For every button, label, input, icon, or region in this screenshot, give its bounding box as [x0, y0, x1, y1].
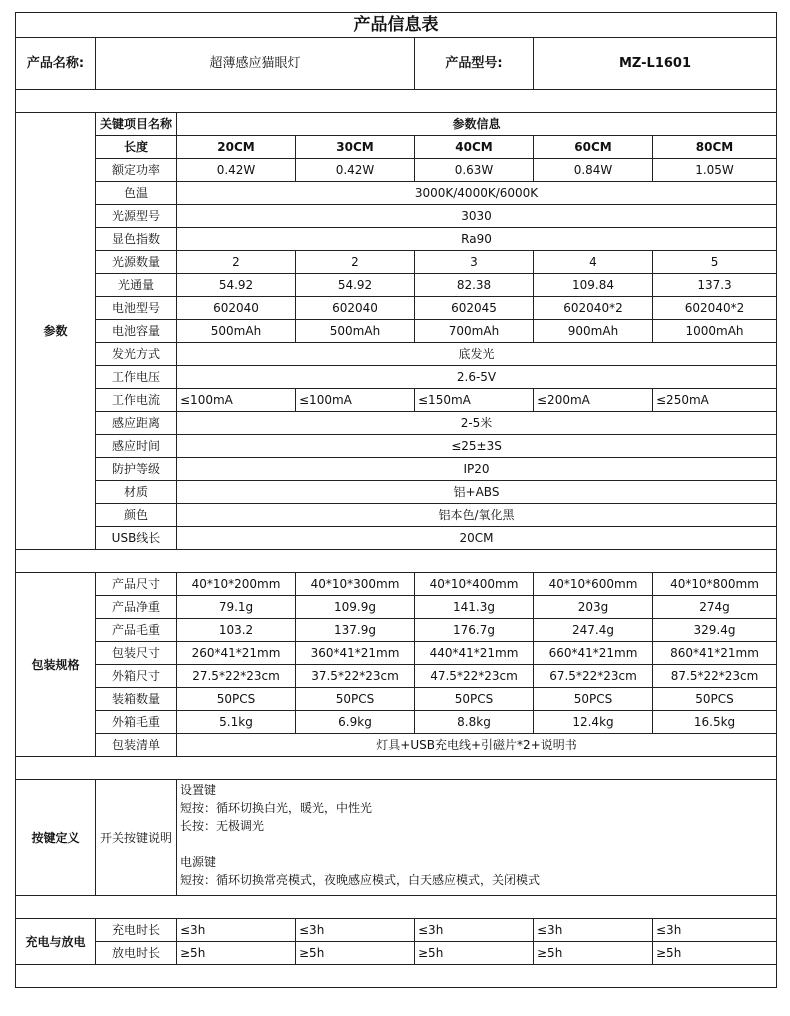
param-value: 900mAh: [534, 320, 653, 343]
packaging-value: 274g: [653, 596, 777, 619]
param-row: [16, 389, 777, 412]
packaging-value: 660*41*21mm: [534, 642, 653, 665]
param-value: 500mAh: [296, 320, 415, 343]
param-value: 2: [296, 251, 415, 274]
param-row: [16, 366, 777, 389]
param-value: 700mAh: [415, 320, 534, 343]
charging-value: ≤3h: [415, 919, 534, 942]
packaging-value: 5.1kg: [177, 711, 296, 734]
packaging-value: 8.8kg: [415, 711, 534, 734]
length-value: 40CM: [415, 136, 534, 159]
packaging-value: 16.5kg: [653, 711, 777, 734]
param-row: [16, 320, 777, 343]
charging-value: ≥5h: [177, 942, 296, 965]
packaging-value: 27.5*22*23cm: [177, 665, 296, 688]
packaging-value: 860*41*21mm: [653, 642, 777, 665]
param-value: 137.3: [653, 274, 777, 297]
param-value: ≤200mA: [534, 389, 653, 412]
packaging-label: 产品尺寸: [96, 573, 177, 596]
param-value: ≤25±3S: [177, 435, 777, 458]
packaging-value: 137.9g: [296, 619, 415, 642]
param-value: 0.42W: [296, 159, 415, 182]
param-label: 电池型号: [96, 297, 177, 320]
buttons-row: [16, 780, 777, 896]
param-row: [16, 527, 777, 550]
param-label: USB线长: [96, 527, 177, 550]
param-value: 3000K/4000K/6000K: [177, 182, 777, 205]
charging-row: [16, 942, 777, 965]
length-value: 80CM: [653, 136, 777, 159]
packaging-value: 79.1g: [177, 596, 296, 619]
packaging-value: 260*41*21mm: [177, 642, 296, 665]
product-info-table: [15, 12, 777, 988]
charging-label: 放电时长: [96, 942, 177, 965]
param-value: IP20: [177, 458, 777, 481]
packaging-value: 40*10*400mm: [415, 573, 534, 596]
param-value: 2: [177, 251, 296, 274]
charging-value: ≤3h: [534, 919, 653, 942]
packaging-row: [16, 734, 777, 757]
packaging-value: 6.9kg: [296, 711, 415, 734]
packaging-value: 50PCS: [415, 688, 534, 711]
charging-value: ≥5h: [415, 942, 534, 965]
param-label: 发光方式: [96, 343, 177, 366]
packaging-label: 外箱毛重: [96, 711, 177, 734]
packaging-value: 50PCS: [653, 688, 777, 711]
param-value: ≤100mA: [177, 389, 296, 412]
packaging-value: 12.4kg: [534, 711, 653, 734]
param-value: 3: [415, 251, 534, 274]
charging-value: ≤3h: [177, 919, 296, 942]
packaging-value: 37.5*22*23cm: [296, 665, 415, 688]
packaging-value: 176.7g: [415, 619, 534, 642]
param-value: 0.84W: [534, 159, 653, 182]
param-row: [16, 159, 777, 182]
param-label: 防护等级: [96, 458, 177, 481]
packaging-value: 109.9g: [296, 596, 415, 619]
length-value: 20CM: [177, 136, 296, 159]
spacer-row: [16, 90, 777, 113]
spacer-row: [16, 550, 777, 573]
param-value: 20CM: [177, 527, 777, 550]
param-value: 82.38: [415, 274, 534, 297]
packaging-value: 50PCS: [296, 688, 415, 711]
packaging-value: 67.5*22*23cm: [534, 665, 653, 688]
packaging-value: 50PCS: [534, 688, 653, 711]
param-value: 铝+ABS: [177, 481, 777, 504]
param-value: ≤150mA: [415, 389, 534, 412]
charging-row: [16, 919, 777, 942]
param-label: 电池容量: [96, 320, 177, 343]
param-label: 光通量: [96, 274, 177, 297]
param-row: [16, 251, 777, 274]
button-description-label: 开关按键说明: [96, 780, 177, 896]
param-value: 602040*2: [653, 297, 777, 320]
param-value: 1000mAh: [653, 320, 777, 343]
packaging-row: [16, 596, 777, 619]
packaging-label: 包装尺寸: [96, 642, 177, 665]
param-value: 0.63W: [415, 159, 534, 182]
param-value: 109.84: [534, 274, 653, 297]
product-name-label: 产品名称:: [16, 38, 96, 90]
spacer-row: [16, 757, 777, 780]
param-row: [16, 458, 777, 481]
param-label: 工作电压: [96, 366, 177, 389]
packaging-value: 360*41*21mm: [296, 642, 415, 665]
packaging-row: [16, 711, 777, 734]
param-row: [16, 228, 777, 251]
packaging-value: 50PCS: [177, 688, 296, 711]
packaging-value: 87.5*22*23cm: [653, 665, 777, 688]
packaging-label: 装箱数量: [96, 688, 177, 711]
param-label: 颜色: [96, 504, 177, 527]
param-value: 54.92: [177, 274, 296, 297]
param-value: 602045: [415, 297, 534, 320]
blank-cell: [16, 965, 777, 988]
buttons-section-label: 按键定义: [16, 780, 96, 896]
packaging-value: 329.4g: [653, 619, 777, 642]
param-value: ≤100mA: [296, 389, 415, 412]
param-row: [16, 297, 777, 320]
packaging-label: 产品毛重: [96, 619, 177, 642]
param-label: 光源型号: [96, 205, 177, 228]
param-row: [16, 205, 777, 228]
key-item-header: 关键项目名称: [96, 113, 177, 136]
packaging-section-label: 包装规格: [16, 573, 96, 757]
charging-label: 充电时长: [96, 919, 177, 942]
packaging-value: 40*10*600mm: [534, 573, 653, 596]
charging-value: ≤3h: [653, 919, 777, 942]
blank-cell: [16, 757, 777, 780]
blank-cell: [16, 896, 777, 919]
charging-value: ≥5h: [653, 942, 777, 965]
packaging-row: [16, 642, 777, 665]
param-value: 底发光: [177, 343, 777, 366]
param-row: [16, 412, 777, 435]
param-value: 602040: [177, 297, 296, 320]
product-model: MZ-L1601: [534, 38, 777, 90]
packaging-row: [16, 665, 777, 688]
packaging-value: 247.4g: [534, 619, 653, 642]
param-value: Ra90: [177, 228, 777, 251]
param-label: 感应时间: [96, 435, 177, 458]
param-info-header: 参数信息: [177, 113, 777, 136]
param-value: 602040: [296, 297, 415, 320]
param-value: 1.05W: [653, 159, 777, 182]
packaging-value: 灯具+USB充电线+引磁片*2+说明书: [177, 734, 777, 757]
packaging-row: [16, 688, 777, 711]
packaging-label: 外箱尺寸: [96, 665, 177, 688]
param-value: 3030: [177, 205, 777, 228]
param-label: 显色指数: [96, 228, 177, 251]
packaging-value: 141.3g: [415, 596, 534, 619]
charging-value: ≥5h: [534, 942, 653, 965]
param-value: 4: [534, 251, 653, 274]
param-label: 感应距离: [96, 412, 177, 435]
product-row: [16, 38, 777, 90]
param-row: [16, 504, 777, 527]
param-row: [16, 182, 777, 205]
param-value: 2.6-5V: [177, 366, 777, 389]
charging-value: ≥5h: [296, 942, 415, 965]
charging-value: ≤3h: [296, 919, 415, 942]
packaging-value: 40*10*200mm: [177, 573, 296, 596]
packaging-value: 203g: [534, 596, 653, 619]
button-description-text: 设置键 短按：循环切换白光，暖光，中性光 长按：无极调光 电源键 短按：循环切换常亮模式，夜晚感应模式，白天感应模式，关闭模式: [177, 780, 777, 896]
param-value: ≤250mA: [653, 389, 777, 412]
spacer-row: [16, 896, 777, 919]
product-name: 超薄感应猫眼灯: [96, 38, 415, 90]
param-value: 铝本色/氧化黑: [177, 504, 777, 527]
packaging-label: 包装清单: [96, 734, 177, 757]
param-row: [16, 481, 777, 504]
packaging-value: 40*10*300mm: [296, 573, 415, 596]
params-header-row: [16, 113, 777, 136]
blank-cell: [16, 90, 777, 113]
packaging-value: 47.5*22*23cm: [415, 665, 534, 688]
packaging-row: [16, 619, 777, 642]
param-row: [16, 274, 777, 297]
param-label: 工作电流: [96, 389, 177, 412]
packaging-value: 440*41*21mm: [415, 642, 534, 665]
length-label: 长度: [96, 136, 177, 159]
length-value: 30CM: [296, 136, 415, 159]
param-value: 0.42W: [177, 159, 296, 182]
param-value: 602040*2: [534, 297, 653, 320]
param-value: 54.92: [296, 274, 415, 297]
param-label: 色温: [96, 182, 177, 205]
packaging-value: 103.2: [177, 619, 296, 642]
param-value: 2-5米: [177, 412, 777, 435]
table-title: 产品信息表: [16, 13, 777, 38]
length-value: 60CM: [534, 136, 653, 159]
charging-section-label: 充电与放电: [16, 919, 96, 965]
param-row: [16, 343, 777, 366]
param-row: [16, 435, 777, 458]
param-label: 材质: [96, 481, 177, 504]
params-section-label: 参数: [16, 113, 96, 550]
param-label: 额定功率: [96, 159, 177, 182]
product-model-label: 产品型号:: [415, 38, 534, 90]
packaging-row: [16, 573, 777, 596]
param-value: 5: [653, 251, 777, 274]
packaging-label: 产品净重: [96, 596, 177, 619]
param-value: 500mAh: [177, 320, 296, 343]
spacer-row: [16, 965, 777, 988]
title-row: [16, 13, 777, 38]
length-row: [16, 136, 777, 159]
param-label: 光源数量: [96, 251, 177, 274]
packaging-value: 40*10*800mm: [653, 573, 777, 596]
blank-cell: [16, 550, 777, 573]
